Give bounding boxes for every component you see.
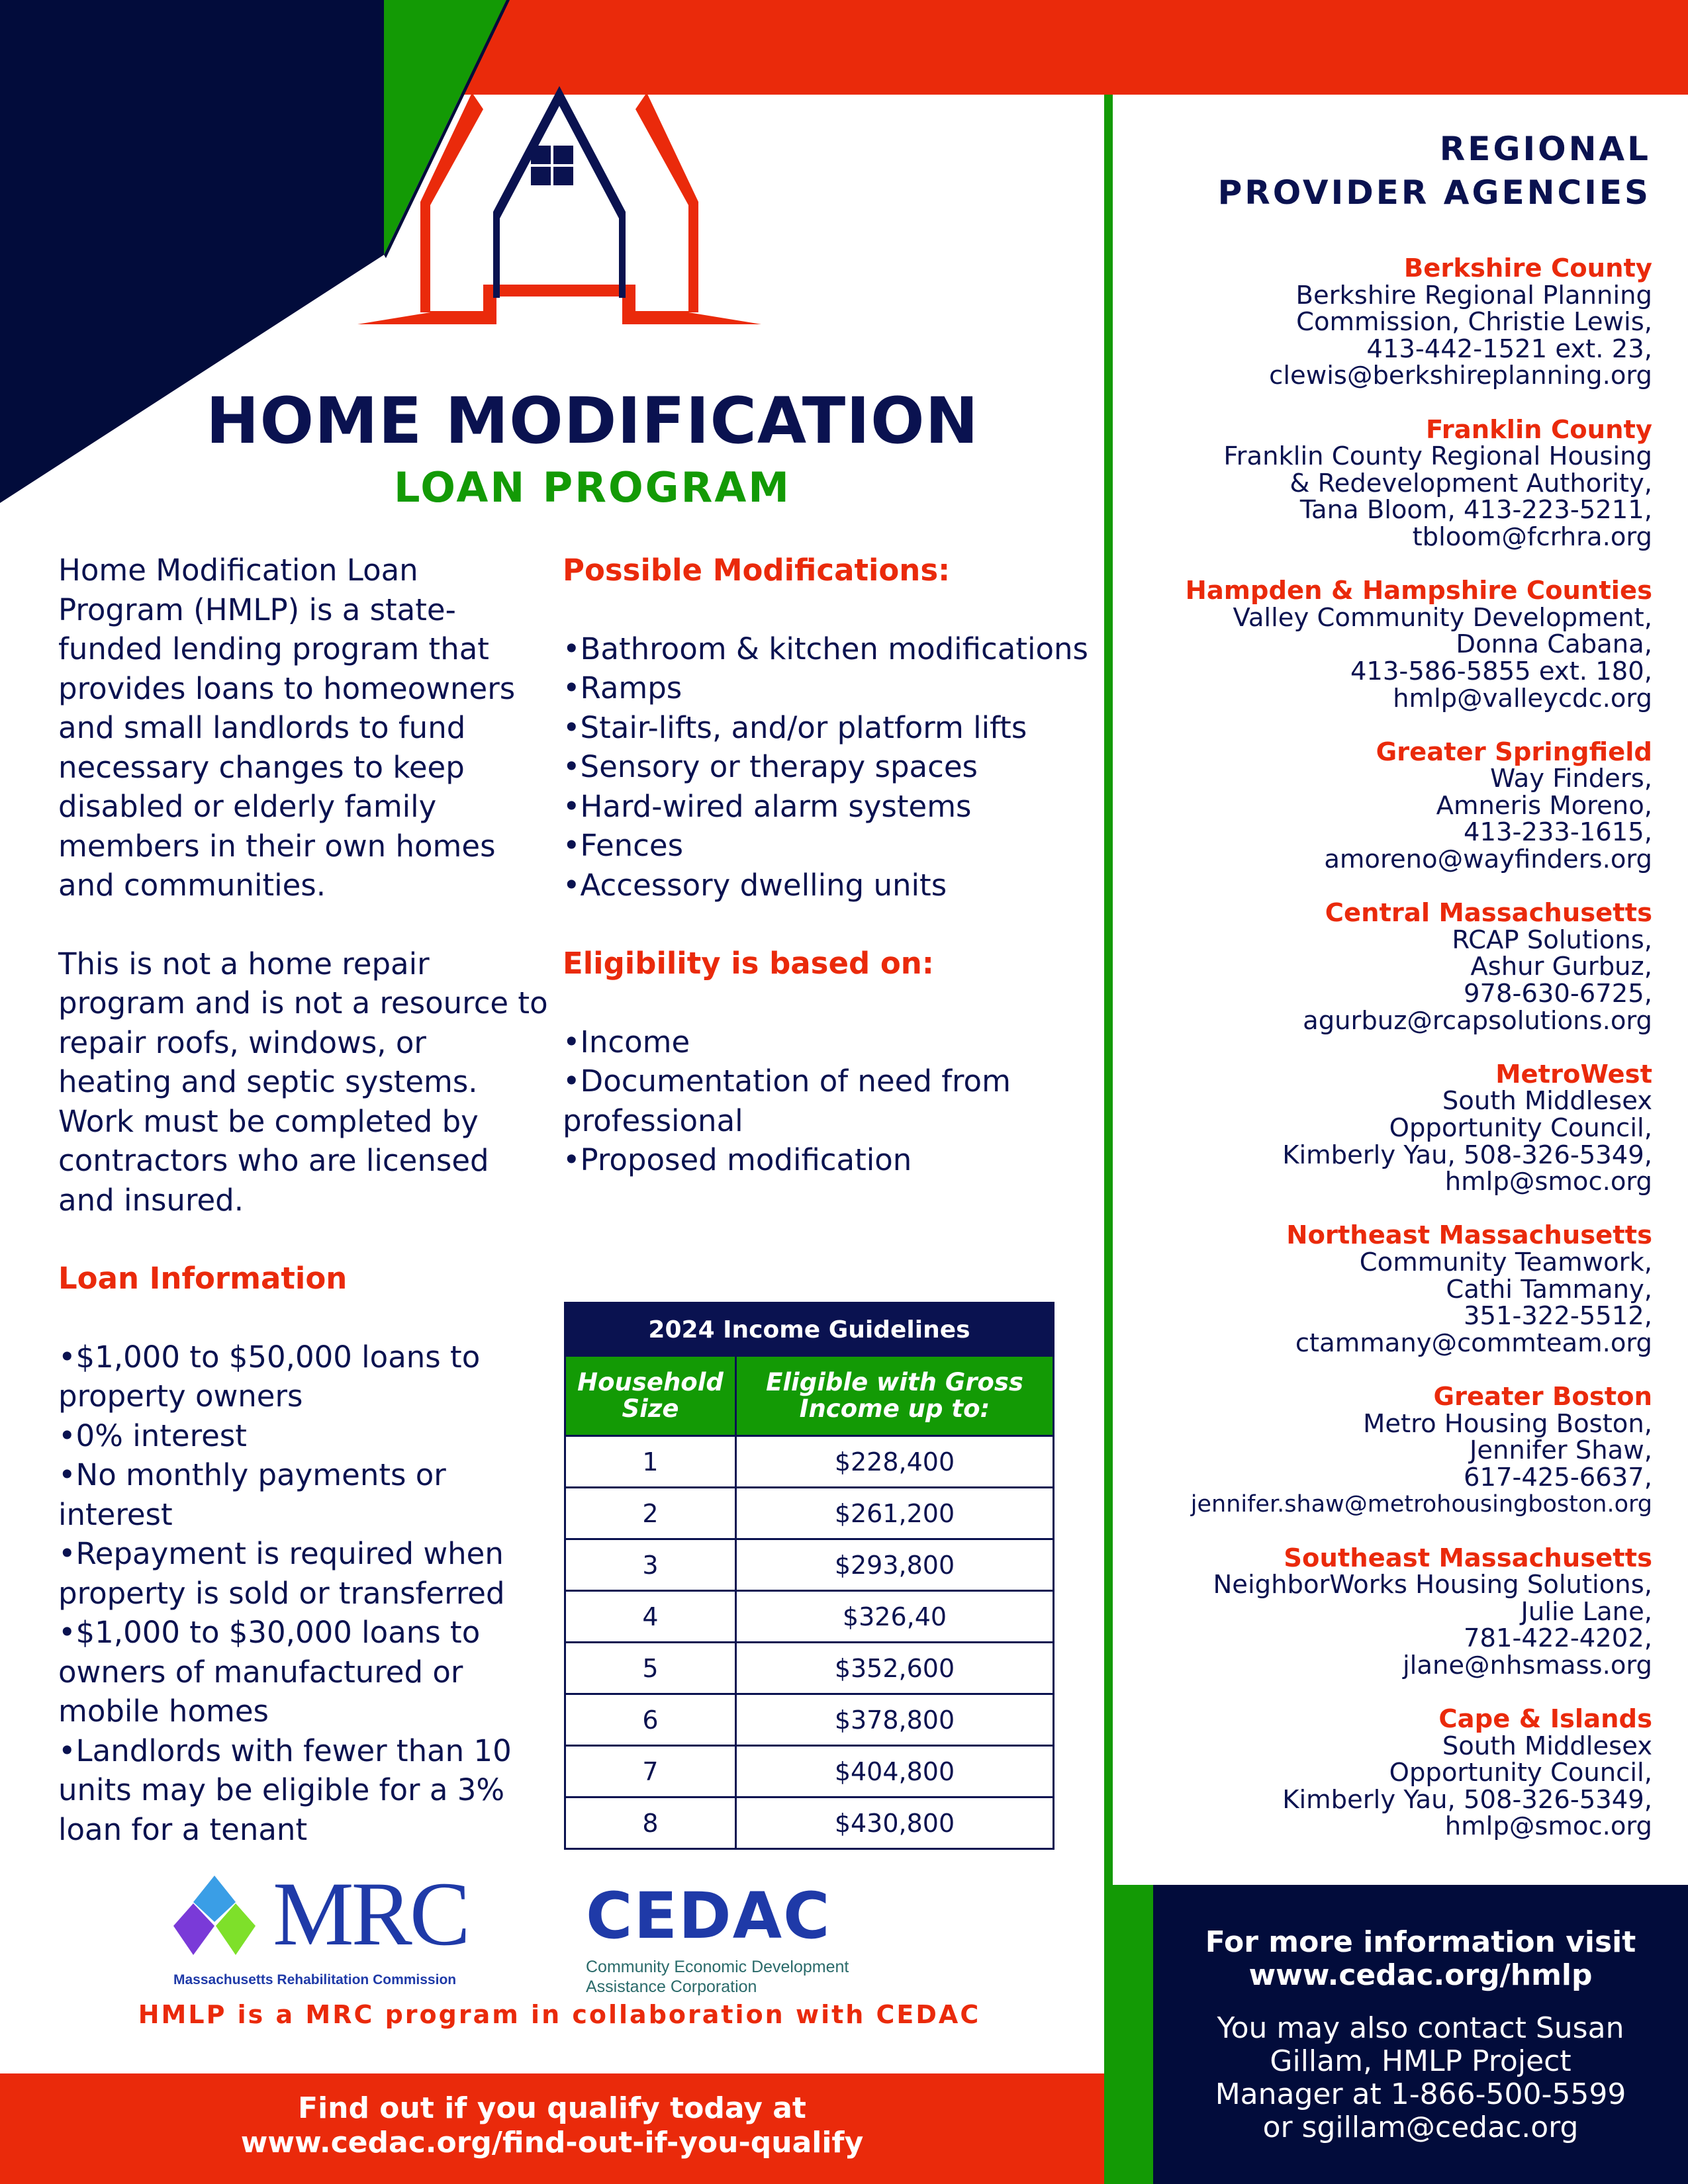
green-divider-bar-wide [1104, 1885, 1153, 2184]
income-cell: $352,600 [834, 1653, 955, 1683]
agency-region: Hampden & Hampshire Counties [1185, 576, 1652, 606]
list-item: • Hard-wired alarm systems [563, 787, 1092, 827]
loan-info-list [58, 1338, 548, 1850]
agency-metrowest [1083, 1059, 1652, 1197]
agency-line: South Middlesex [1442, 1086, 1652, 1116]
modifications-heading: Possible Modifications: [563, 553, 951, 588]
contact-line: You may also contact Susan [1217, 2011, 1624, 2045]
agency-greater-boston [1083, 1381, 1652, 1518]
agency-line: Way Finders, [1490, 764, 1652, 794]
agency-cape-islands [1083, 1706, 1652, 1841]
household-size-cell: 2 [566, 1488, 737, 1538]
more-info-heading [1153, 1926, 1688, 1992]
agency-email-link[interactable]: tbloom@fcrhra.org [1412, 522, 1652, 552]
agency-line: Donna Cabana, [1456, 629, 1652, 660]
household-size-cell: 6 [566, 1695, 737, 1745]
household-size-cell: 7 [566, 1747, 737, 1796]
list-item: • Stair-lifts, and/or platform lifts [563, 708, 1092, 748]
table-row [566, 1643, 1053, 1695]
income-cell: $228,400 [834, 1447, 955, 1477]
contact-phone: Manager at 1-866-500-5599 [1215, 2077, 1626, 2111]
income-cell: $378,800 [834, 1705, 955, 1735]
agency-line: Metro Housing Boston, [1363, 1408, 1652, 1439]
agency-central-ma [1083, 900, 1652, 1034]
more-info-heading-text: For more information visit [1205, 1925, 1636, 1959]
contact-info [1153, 2012, 1688, 2144]
list-item: • Sensory or therapy spaces [563, 747, 1092, 787]
column-header-income: Eligible with Gross Income up to: [766, 1368, 1023, 1423]
household-size-cell: 8 [566, 1798, 737, 1848]
eligibility-heading: Eligibility is based on: [563, 946, 934, 981]
list-item: • Repayment is required when property is sold or transferred [58, 1534, 548, 1613]
list-item: • Bathroom & kitchen modifications [563, 629, 1092, 669]
income-cell: $293,800 [834, 1550, 955, 1580]
agency-region: MetroWest [1495, 1059, 1652, 1089]
eligibility-list [563, 1023, 1092, 1180]
agency-line: Berkshire Regional Planning [1295, 280, 1652, 310]
table-header-row [566, 1357, 1053, 1437]
agency-phone: Kimberly Yau, 508-326-5349, [1282, 1784, 1652, 1815]
table-title: 2024 Income Guidelines [566, 1304, 1053, 1357]
household-size-cell: 5 [566, 1643, 737, 1693]
table-row [566, 1798, 1053, 1848]
agency-region: Greater Boston [1433, 1381, 1652, 1412]
mrc-subtitle: Massachusetts Rehabilitation Commission [173, 1972, 457, 1987]
household-size-cell: 4 [566, 1592, 737, 1641]
mrc-logo [173, 1863, 491, 1992]
agency-phone: 413-442-1521 ext. 23, [1366, 334, 1652, 364]
income-cell: $326,40 [842, 1602, 947, 1631]
footer-line-1: Find out if you qualify today at [298, 2091, 806, 2125]
agency-line: South Middlesex [1442, 1731, 1652, 1761]
agency-line: Amneris Moreno, [1436, 790, 1652, 821]
agency-line: Valley Community Development, [1233, 602, 1652, 633]
agency-northeast-ma [1083, 1222, 1652, 1357]
loan-info-heading: Loan Information [58, 1261, 348, 1296]
agency-email-link[interactable]: ctammany@commteam.org [1295, 1328, 1652, 1358]
agency-line: Julie Lane, [1521, 1596, 1652, 1627]
house-logo-icon [357, 86, 834, 364]
cedac-logo [583, 1880, 927, 1999]
cedac-subtitle-1: Community Economic Development [586, 1958, 849, 1976]
agency-phone: 413-586-5855 ext. 180, [1350, 656, 1652, 686]
middle-column [563, 551, 1092, 1180]
agency-line: Opportunity Council, [1389, 1113, 1652, 1143]
contact-line: Gillam, HMLP Project [1270, 2044, 1571, 2078]
agency-email-link[interactable]: hmlp@smoc.org [1444, 1167, 1652, 1197]
page-title: HOME MODIFICATION [206, 384, 979, 458]
list-item: • Fences [563, 826, 1092, 866]
list-item: • No monthly payments or interest [58, 1455, 548, 1534]
list-item: • $1,000 to $30,000 loans to owners of manufactured or mobile homes [58, 1613, 548, 1731]
agency-line: Jennifer Shaw, [1469, 1435, 1652, 1466]
table-row [566, 1695, 1053, 1747]
agency-phone: Tana Bloom, 413-223-5211, [1299, 495, 1652, 525]
agency-region: Northeast Massachusetts [1286, 1220, 1652, 1251]
agency-line: Cathi Tammany, [1446, 1274, 1652, 1304]
cedac-subtitle-2: Assistance Corporation [586, 1978, 757, 1996]
agency-region: Franklin County [1425, 414, 1652, 445]
table-row [566, 1488, 1053, 1540]
agency-phone: Kimberly Yau, 508-326-5349, [1282, 1140, 1652, 1170]
agency-region: Cape & Islands [1438, 1704, 1652, 1735]
intro-paragraph-1: Home Modification Loan Program (HMLP) is a state-funded lending program that provides loans to homeowners and small landlords to fund necessary changes to keep disabled or elderly family members in their own homes and communities. [58, 553, 516, 903]
income-cell: $404,800 [834, 1756, 955, 1786]
household-size-cell: 1 [566, 1437, 737, 1486]
agency-berkshire [1083, 255, 1652, 390]
qualify-link[interactable]: www.cedac.org/find-out-if-you-qualify [240, 2126, 864, 2160]
agency-email-link[interactable]: hmlp@smoc.org [1444, 1811, 1652, 1842]
list-item: • $1,000 to $50,000 loans to property owners [58, 1338, 548, 1416]
agency-line: Franklin County Regional Housing [1223, 441, 1652, 472]
intro-paragraph-2: This is not a home repair program and is not a resource to repair roofs, windows, or heating and septic systems. Work must be completed by contractors who are licensed and insured. [58, 946, 548, 1218]
agency-phone: 781-422-4202, [1464, 1623, 1652, 1654]
agency-line: Commission, Christie Lewis, [1296, 307, 1652, 338]
contact-email-link[interactable]: or sgillam@cedac.org [1262, 2111, 1579, 2144]
list-item: • Proposed modification [563, 1140, 1092, 1180]
left-column [58, 551, 548, 1849]
regional-heading-line-2: PROVIDER AGENCIES [1217, 173, 1651, 212]
column-header-household-size: Household Size [566, 1357, 737, 1435]
agency-hampden-hampshire [1083, 578, 1652, 712]
agency-email-link[interactable]: amoreno@wayfinders.org [1324, 844, 1652, 875]
hmlp-website-link[interactable]: www.cedac.org/hmlp [1248, 1958, 1593, 1992]
income-guidelines-table [564, 1302, 1055, 1850]
agency-phone: 978-630-6725, [1464, 979, 1652, 1009]
agency-southeast-ma [1083, 1545, 1652, 1680]
agency-line: NeighborWorks Housing Solutions, [1213, 1570, 1652, 1600]
agency-line: Opportunity Council, [1389, 1758, 1652, 1788]
agency-greater-springfield [1083, 739, 1652, 874]
table-row [566, 1437, 1053, 1488]
agency-email-link[interactable]: agurbuz@rcapsolutions.org [1303, 1005, 1652, 1036]
agency-list [1083, 255, 1652, 1868]
regional-heading-line-1: REGIONAL [1439, 130, 1651, 168]
collaboration-statement: HMLP is a MRC program in collaboration with CEDAC [138, 2000, 981, 2029]
list-item: • Accessory dwelling units [563, 866, 1092, 905]
agency-line: & Redevelopment Authority, [1289, 468, 1652, 498]
agency-line: Community Teamwork, [1359, 1247, 1652, 1277]
income-cell: $261,200 [834, 1498, 955, 1528]
mrc-wordmark: MRC [273, 1863, 468, 1964]
cedac-wordmark: CEDAC [586, 1879, 831, 1953]
agency-email-link[interactable]: hmlp@valleycdc.org [1393, 683, 1652, 713]
agency-phone: 351-322-5512, [1464, 1301, 1652, 1332]
income-cell: $430,800 [834, 1808, 955, 1838]
list-item: • 0% interest [58, 1416, 548, 1456]
agency-region: Greater Springfield [1376, 737, 1652, 767]
list-item: • Documentation of need from professional [563, 1062, 1092, 1140]
agency-region: Central Massachusetts [1325, 898, 1652, 929]
agency-region: Berkshire County [1403, 253, 1652, 283]
modifications-list [563, 629, 1092, 905]
agency-region: Southeast Massachusetts [1284, 1543, 1652, 1573]
agency-email-link[interactable]: jlane@nhsmass.org [1402, 1650, 1652, 1680]
agency-line: RCAP Solutions, [1452, 925, 1652, 955]
agency-email-link[interactable]: clewis@berkshireplanning.org [1269, 361, 1652, 391]
regional-heading [1218, 127, 1651, 214]
table-row [566, 1592, 1053, 1643]
agency-line: Ashur Gurbuz, [1470, 952, 1652, 982]
agency-franklin [1083, 414, 1652, 552]
agency-email-link[interactable]: jennifer.shaw@metrohousingboston.org [1190, 1491, 1652, 1518]
table-row [566, 1747, 1053, 1798]
footer-text [0, 2091, 1104, 2160]
agency-phone: 413-233-1615, [1464, 817, 1652, 848]
list-item: • Income [563, 1023, 1092, 1062]
list-item: • Landlords with fewer than 10 units may be eligible for a 3% loan for a tenant [58, 1731, 548, 1850]
page-subtitle: LOAN PROGRAM [394, 463, 791, 512]
agency-phone: 617-425-6637, [1464, 1462, 1652, 1492]
table-row [566, 1540, 1053, 1592]
household-size-cell: 3 [566, 1540, 737, 1590]
list-item: • Ramps [563, 668, 1092, 708]
